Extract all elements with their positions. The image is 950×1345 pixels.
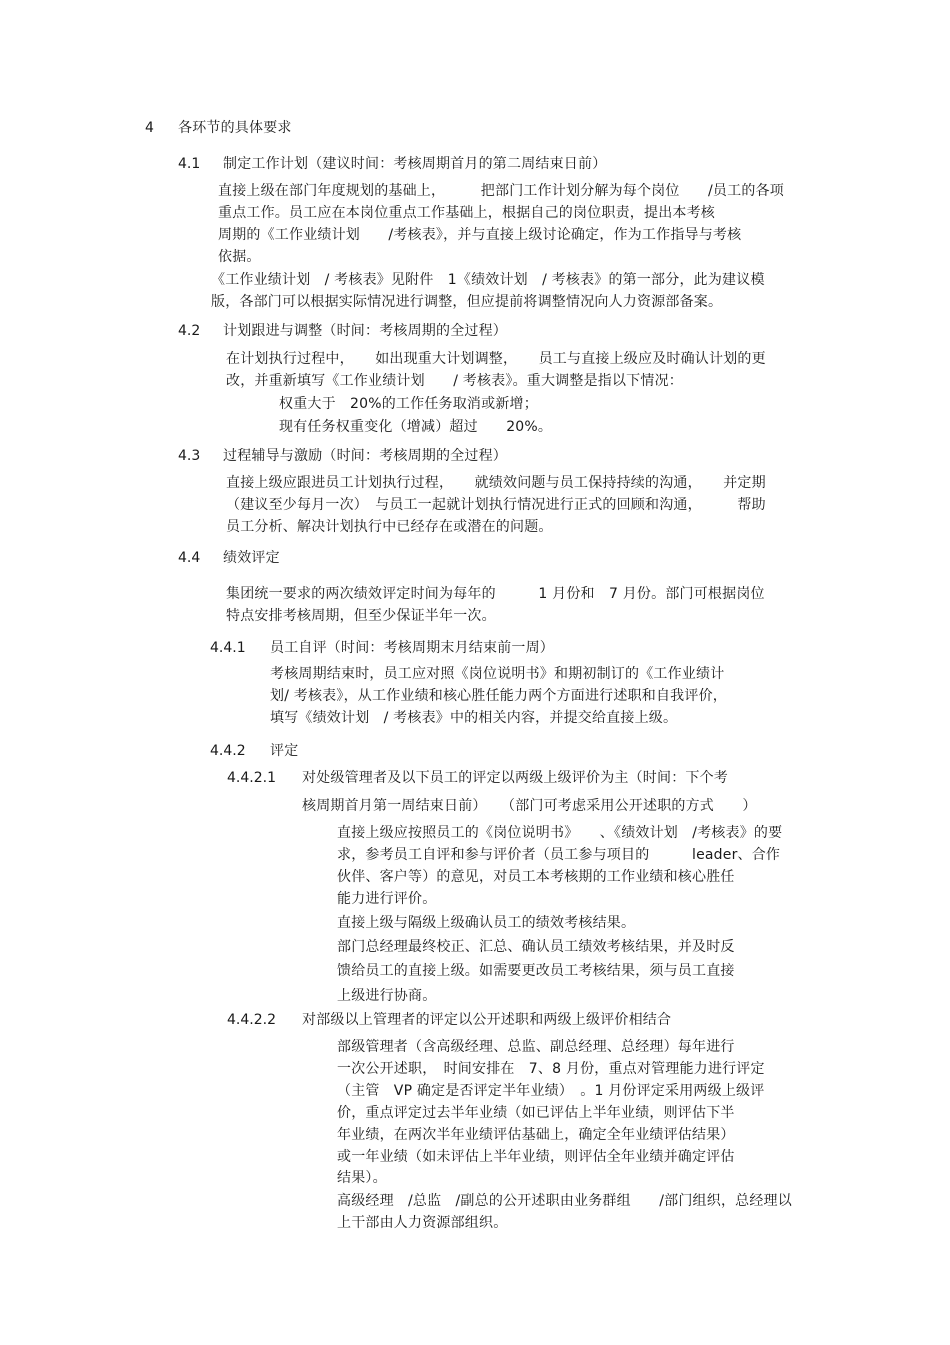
subsection-number: 4.4 — [178, 550, 201, 566]
paragraph-line: 上级进行协商。 — [337, 988, 437, 1004]
paragraph-line: 集团统一要求的两次绩效评定时间为每年的 1 月份和 7 月份。部门可根据岗位 — [226, 586, 765, 602]
paragraph-line: 依据。 — [218, 249, 261, 265]
subsection-number: 4.4.2.2 — [227, 1012, 276, 1028]
paragraph-line: 考核周期结束时，员工应对照《岗位说明书》和期初制订的《工作业绩计 — [270, 666, 725, 682]
paragraph-line: 结果）。 — [337, 1170, 387, 1186]
subsection-heading: 对部级以上管理者的评定以公开述职和两级上级评价相结合 — [302, 1012, 672, 1028]
paragraph-line: 填写《绩效计划 / 考核表》中的相关内容，并提交给直接上级。 — [270, 710, 678, 726]
subsection-heading: 计划跟进与调整（时间：考核周期的全过程） — [223, 323, 507, 339]
list-item: 现有任务权重变化（增减）超过 20%。 — [279, 419, 553, 435]
paragraph-line: 伙伴、客户等）的意见，对员工本考核期的工作业绩和核心胜任 — [337, 869, 735, 885]
paragraph-line: 版，各部门可以根据实际情况进行调整，但应提前将调整情况向人力资源部备案。 — [211, 294, 723, 310]
subsection-number: 4.3 — [178, 448, 201, 464]
subsection-heading: 绩效评定 — [223, 550, 280, 566]
paragraph-line: 一次公开述职， 时间安排在 7、8 月份，重点对管理能力进行评定 — [337, 1061, 765, 1077]
paragraph-line: 上干部由人力资源部组织。 — [337, 1215, 508, 1231]
paragraph-line: 周期的《工作业绩计划 /考核表》，并与直接上级讨论确定，作为工作指导与考核 — [218, 227, 742, 243]
paragraph-line: 能力进行评价。 — [337, 891, 437, 907]
list-item: 权重大于 20%的工作任务取消或新增； — [279, 396, 538, 412]
paragraph-line: 价，重点评定过去半年业绩（如已评估上半年业绩，则评估下半 — [337, 1105, 735, 1121]
paragraph-line: （主管 VP 确定是否评定半年业绩） 。1 月份评定采用两级上级评 — [337, 1083, 765, 1099]
subsection-number: 4.4.2.1 — [227, 770, 276, 786]
paragraph-line: 部门总经理最终校正、汇总、确认员工绩效考核结果，并及时反 — [337, 939, 735, 955]
section-number: 4 — [145, 120, 154, 136]
paragraph-line: 特点安排考核周期，但至少保证半年一次。 — [226, 608, 496, 624]
paragraph-line: （建议至少每月一次） 与员工一起就计划执行情况进行正式的回顾和沟通， 帮助 — [226, 497, 766, 513]
paragraph-line: 直接上级应按照员工的《岗位说明书》 、《绩效计划 /考核表》的要 — [337, 825, 783, 841]
paragraph-line: 改，并重新填写《工作业绩计划 / 考核表》。重大调整是指以下情况： — [226, 373, 683, 389]
subsection-heading: 过程辅导与激励（时间：考核周期的全过程） — [223, 448, 507, 464]
paragraph-line: 直接上级应跟进员工计划执行过程， 就绩效问题与员工保持持续的沟通， 并定期 — [226, 475, 766, 491]
paragraph-line: 馈给员工的直接上级。如需要更改员工考核结果，须与员工直接 — [337, 963, 735, 979]
paragraph-line: 部级管理者（含高级经理、总监、副总经理、总经理）每年进行 — [337, 1039, 735, 1055]
subsection-heading: 对处级管理者及以下员工的评定以两级上级评价为主（时间：下个考 — [302, 770, 728, 786]
subsection-heading: 评定 — [270, 743, 299, 759]
paragraph-line: 求，参考员工自评和参与评价者（员工参与项目的 leader、合作 — [337, 847, 781, 863]
subsection-number: 4.4.1 — [210, 640, 246, 656]
paragraph-line: 在计划执行过程中， 如出现重大计划调整， 员工与直接上级应及时确认计划的更 — [226, 351, 766, 367]
subsection-heading: 制定工作计划（建议时间：考核周期首月的第二周结束日前） — [223, 156, 607, 172]
subsection-number: 4.4.2 — [210, 743, 246, 759]
paragraph-line: 《工作业绩计划 / 考核表》见附件 1《绩效计划 / 考核表》的第一部分，此为建议模 — [211, 272, 765, 288]
paragraph-line: 重点工作。员工应在本岗位重点工作基础上，根据自己的岗位职责，提出本考核 — [218, 205, 715, 221]
subsection-heading: 员工自评（时间：考核周期末月结束前一周） — [270, 640, 554, 656]
paragraph-line: 年业绩，在两次半年业绩评估基础上，确定全年业绩评估结果） — [337, 1127, 735, 1143]
paragraph-line: 员工分析、解决计划执行中已经存在或潜在的问题。 — [226, 519, 553, 535]
subsection-heading: 核周期首月第一周结束日前） （部门可考虑采用公开述职的方式 ） — [302, 798, 757, 814]
paragraph-line: 高级经理 /总监 /副总的公开述职由业务群组 /部门组织，总经理以 — [337, 1193, 792, 1209]
subsection-number: 4.2 — [178, 323, 201, 339]
paragraph-line: 直接上级在部门年度规划的基础上， 把部门工作计划分解为每个岗位 /员工的各项 — [218, 183, 784, 199]
paragraph-line: 或一年业绩（如未评估上半年业绩，则评估全年业绩并确定评估 — [337, 1149, 735, 1165]
subsection-number: 4.1 — [178, 156, 201, 172]
paragraph-line: 划/ 考核表》，从工作业绩和核心胜任能力两个方面进行述职和自我评价， — [270, 688, 727, 704]
section-title: 各环节的具体要求 — [178, 120, 292, 136]
paragraph-line: 直接上级与隔级上级确认员工的绩效考核结果。 — [337, 915, 636, 931]
